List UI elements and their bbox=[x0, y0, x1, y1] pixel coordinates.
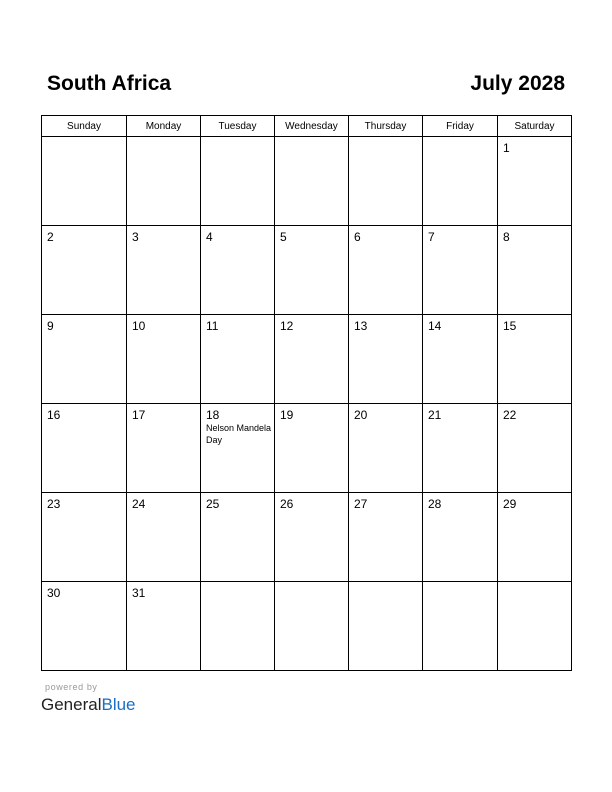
day-cell bbox=[423, 226, 498, 315]
day-number: 23 bbox=[47, 497, 61, 511]
holiday-label: Nelson Mandela Day bbox=[206, 423, 272, 445]
country-title: South Africa bbox=[47, 72, 172, 95]
day-cell bbox=[498, 137, 572, 226]
day-cell bbox=[349, 137, 423, 226]
day-number: 11 bbox=[206, 319, 219, 333]
weekday-header-row bbox=[42, 116, 572, 137]
day-cell bbox=[423, 582, 498, 671]
day-number: 6 bbox=[354, 230, 361, 244]
day-cell bbox=[498, 404, 572, 493]
day-cell bbox=[349, 582, 423, 671]
day-number: 28 bbox=[428, 497, 442, 511]
day-cell bbox=[201, 315, 275, 404]
day-number: 16 bbox=[47, 408, 61, 422]
day-number: 12 bbox=[280, 319, 294, 333]
day-number: 5 bbox=[280, 230, 287, 244]
day-number: 22 bbox=[503, 408, 517, 422]
day-number bbox=[201, 137, 274, 141]
day-number: 4 bbox=[206, 230, 213, 244]
day-number: 14 bbox=[428, 319, 442, 333]
day-number bbox=[349, 137, 422, 141]
day-number: 26 bbox=[280, 497, 294, 511]
day-cell bbox=[498, 315, 572, 404]
day-number: 27 bbox=[354, 497, 368, 511]
day-cell bbox=[127, 315, 201, 404]
day-cell bbox=[42, 404, 127, 493]
day-number: 19 bbox=[280, 408, 294, 422]
brand-blue-text: Blue bbox=[101, 695, 136, 714]
day-number bbox=[201, 582, 274, 586]
day-number bbox=[498, 582, 571, 586]
day-number: 31 bbox=[132, 586, 146, 600]
day-number: 29 bbox=[503, 497, 517, 511]
day-number: 13 bbox=[354, 319, 368, 333]
day-cell bbox=[127, 582, 201, 671]
day-cell bbox=[42, 137, 127, 226]
week-row bbox=[42, 226, 572, 315]
day-number: 1 bbox=[503, 141, 510, 155]
day-number bbox=[423, 137, 497, 141]
day-cell bbox=[349, 226, 423, 315]
day-cell bbox=[498, 493, 572, 582]
day-number: 20 bbox=[354, 408, 368, 422]
week-row bbox=[42, 404, 572, 493]
weekday-header-tuesday: Tuesday bbox=[201, 116, 275, 137]
calendar-grid bbox=[41, 115, 572, 671]
day-number bbox=[42, 137, 126, 141]
day-cell bbox=[127, 493, 201, 582]
day-cell bbox=[423, 315, 498, 404]
week-row bbox=[42, 315, 572, 404]
day-cell bbox=[201, 226, 275, 315]
day-number: 9 bbox=[47, 319, 54, 333]
day-number: 15 bbox=[503, 319, 517, 333]
day-number bbox=[349, 582, 422, 586]
day-cell bbox=[275, 582, 349, 671]
weekday-header-wednesday: Wednesday bbox=[275, 116, 349, 137]
powered-by-text: powered by bbox=[45, 682, 98, 692]
week-row bbox=[42, 582, 572, 671]
day-cell bbox=[423, 137, 498, 226]
day-cell bbox=[498, 226, 572, 315]
week-row bbox=[42, 493, 572, 582]
day-number: 17 bbox=[132, 408, 146, 422]
weekday-header-monday: Monday bbox=[127, 116, 201, 137]
day-cell bbox=[42, 315, 127, 404]
day-cell bbox=[201, 582, 275, 671]
day-cell bbox=[349, 493, 423, 582]
day-cell bbox=[349, 404, 423, 493]
day-cell bbox=[42, 493, 127, 582]
weekday-header-friday: Friday bbox=[423, 116, 498, 137]
day-number: 2 bbox=[47, 230, 54, 244]
day-cell bbox=[275, 226, 349, 315]
day-cell bbox=[275, 404, 349, 493]
day-cell bbox=[201, 493, 275, 582]
day-number bbox=[275, 137, 348, 141]
day-cell bbox=[275, 315, 349, 404]
day-number: 10 bbox=[132, 319, 146, 333]
generalblue-logo bbox=[41, 694, 136, 716]
day-cell bbox=[127, 404, 201, 493]
day-cell bbox=[498, 582, 572, 671]
weekday-header-thursday: Thursday bbox=[349, 116, 423, 137]
day-number: 30 bbox=[47, 586, 61, 600]
day-cell bbox=[201, 137, 275, 226]
day-number: 24 bbox=[132, 497, 146, 511]
footer-branding bbox=[41, 682, 136, 716]
month-year-title: July 2028 bbox=[470, 72, 565, 95]
day-cell bbox=[275, 137, 349, 226]
day-cell bbox=[423, 493, 498, 582]
day-number bbox=[275, 582, 348, 586]
day-cell bbox=[423, 404, 498, 493]
day-number: 3 bbox=[132, 230, 139, 244]
day-cell bbox=[201, 404, 275, 493]
day-cell bbox=[275, 493, 349, 582]
day-cell bbox=[127, 226, 201, 315]
weekday-header-saturday: Saturday bbox=[498, 116, 572, 137]
week-row bbox=[42, 137, 572, 226]
brand-general-text: General bbox=[41, 695, 102, 714]
day-cell bbox=[42, 582, 127, 671]
day-number: 25 bbox=[206, 497, 220, 511]
day-cell bbox=[349, 315, 423, 404]
day-cell bbox=[42, 226, 127, 315]
weekday-header-sunday: Sunday bbox=[42, 116, 127, 137]
day-number: 21 bbox=[428, 408, 442, 422]
day-number: 8 bbox=[503, 230, 510, 244]
day-number: 18 bbox=[206, 408, 220, 422]
day-number bbox=[423, 582, 497, 586]
day-number bbox=[127, 137, 200, 141]
day-number: 7 bbox=[428, 230, 435, 244]
day-cell bbox=[127, 137, 201, 226]
